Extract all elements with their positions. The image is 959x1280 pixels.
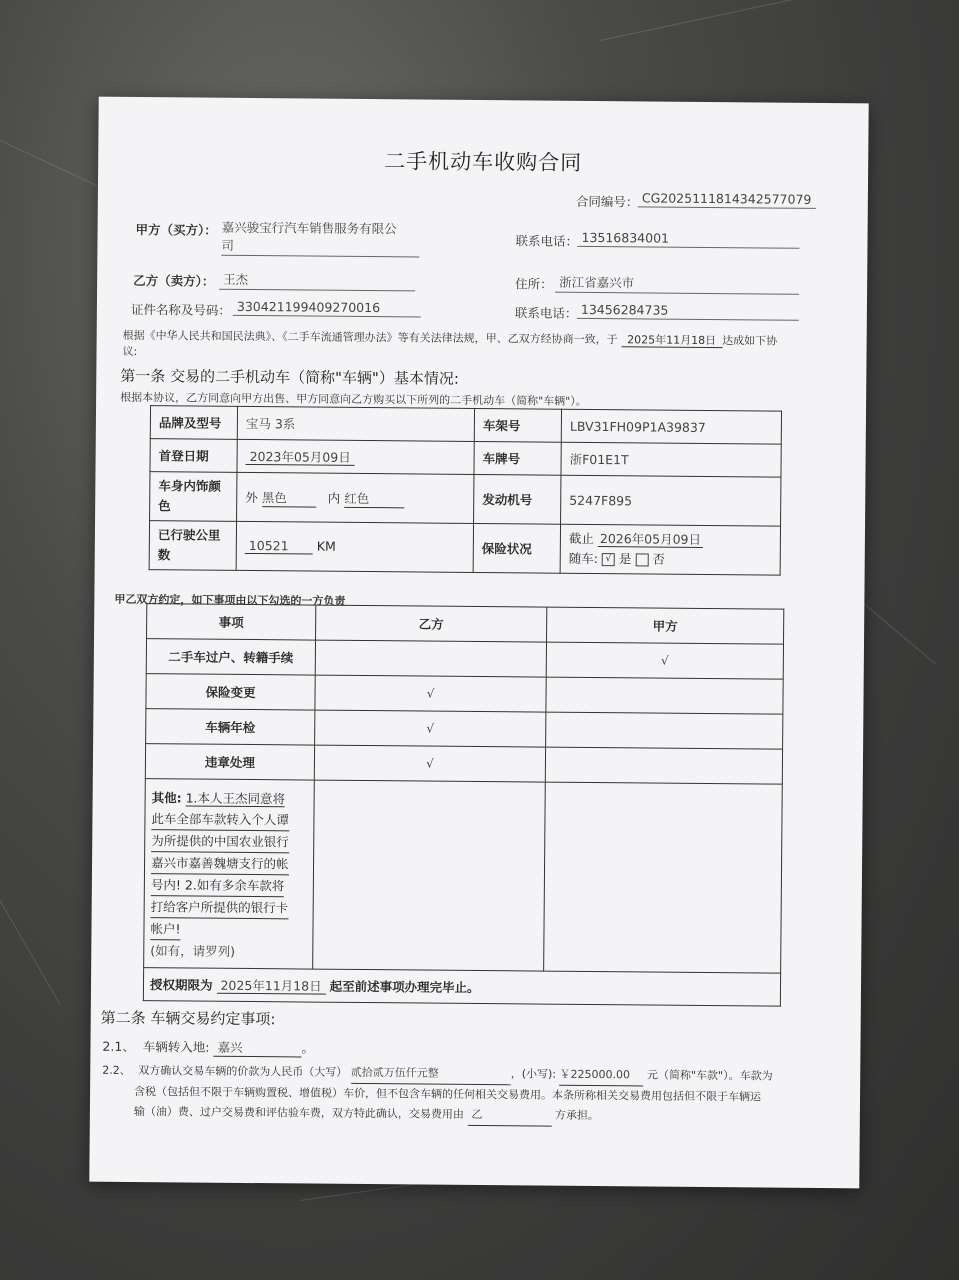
- other-text-line: 帐户!: [150, 918, 180, 940]
- engine-label: 发动机号: [474, 474, 561, 524]
- intro-tail: 达成如下协: [722, 334, 778, 348]
- fee-payer: 乙: [467, 1105, 551, 1127]
- matter-name: 二手车过户、转籍手续: [146, 639, 315, 675]
- intro-date: 2025年11月18日: [621, 333, 722, 348]
- other-text-line: 1.本人王杰同意将: [185, 790, 286, 807]
- table-row-auth: [143, 968, 780, 1007]
- table-row: [145, 744, 782, 785]
- table-row: [150, 472, 781, 527]
- table-row: [150, 439, 781, 478]
- matter-party-b: √: [314, 745, 545, 782]
- table-row: [146, 639, 783, 680]
- plate-value: 浙F01E1T: [561, 442, 781, 477]
- auth-date: 2025年11月18日: [216, 978, 325, 995]
- vin-label: 车架号: [474, 408, 561, 442]
- table-row: [146, 709, 783, 750]
- marble-vein: [600, 0, 952, 41]
- reg-date-label: 首登日期: [150, 439, 237, 473]
- party-a-name-line1: 嘉兴骏宝行汽车销售服务有限公: [221, 219, 397, 237]
- inner-label: 内: [327, 490, 341, 506]
- matter-party-b: [315, 640, 546, 677]
- agreement-intro: 甲乙双方约定，如下事项由以下勾选的一方负责: [114, 592, 346, 608]
- table-row: [146, 674, 783, 715]
- responsibility-table: [143, 603, 784, 1007]
- id-number: 330421199409270016: [233, 299, 421, 318]
- header-matter: 事项: [147, 604, 316, 640]
- other-party-b: [313, 780, 546, 971]
- matter-party-b: √: [315, 675, 546, 712]
- article1-intro: 根据本协议，乙方同意向甲方出售、甲方同意向乙方购买以下所列的二手机动车（简称"车辆"）。: [120, 390, 587, 408]
- party-a-label: 甲方（买方）：: [135, 221, 217, 238]
- address: 浙江省嘉兴市: [555, 273, 799, 295]
- party-b-label: 乙方（卖方）：: [133, 272, 215, 289]
- color-label: [150, 472, 237, 522]
- clause-2-2-tail1: 元（简称"车款"）。车款为: [646, 1068, 773, 1083]
- matter-party-a: [546, 677, 783, 714]
- insurance-until-label: 截止: [568, 530, 594, 546]
- table-row: [150, 406, 781, 445]
- clause-2-1: 2.1、 车辆转入地: 嘉兴 。: [102, 1038, 315, 1056]
- other-text-line: 此车全部车款转入个人谭: [151, 808, 289, 831]
- other-text-line: 为所提供的中国农业银行: [151, 830, 289, 853]
- intro-body: 根据《中华人民共和国民法典》、《二手车流通管理办法》等有关法律法规，甲、乙双方经协商一致，于: [122, 328, 618, 347]
- party-b-phone: 13456284735: [577, 302, 799, 321]
- auth-tail: 起至前述事项办理完毕止。: [329, 978, 480, 996]
- marble-vein: [0, 900, 60, 1004]
- clause-2-2-line3a: 输（油）费、过户交易费和评估验车费，双方特此确认，交易费用由: [133, 1105, 464, 1121]
- insurance-cell: [560, 524, 780, 575]
- outer-label: 外: [245, 489, 258, 505]
- price-amount: ￥225000.00: [559, 1065, 643, 1087]
- party-b-name: 王杰: [219, 270, 415, 292]
- id-label: 证件名称及号码：: [130, 301, 231, 318]
- mileage-value: 10521: [245, 538, 313, 555]
- insurance-until: [569, 529, 772, 551]
- mileage-cell: [236, 521, 473, 572]
- header-party-a: 甲方: [547, 607, 784, 644]
- table-header-row: [147, 604, 784, 645]
- price-uppercase: 贰拾贰万伍仟元整: [351, 1063, 511, 1085]
- with-car-label: 随车:: [568, 550, 599, 567]
- no-checkbox[interactable]: [635, 553, 648, 566]
- outer-color: 黑色: [262, 488, 316, 507]
- party-a-phone-label: 联系电话：: [515, 233, 579, 249]
- table-row-other: [144, 779, 783, 974]
- matter-party-a: [545, 747, 782, 784]
- header-party-b: 乙方: [316, 605, 547, 642]
- mileage-label: [149, 521, 236, 571]
- clause-2-1-no: 2.1、: [102, 1038, 135, 1055]
- brand-value: 宝马 3系: [237, 406, 474, 441]
- clause-2-2-line2: 含税（包括但不限于车辆购置税、增值税）车价，但不包含车辆的任何相关交易费用。本条所称相关交易费用包括但不限于车辆运: [134, 1085, 762, 1104]
- vin-value: LBV31FH09P1A39837: [561, 409, 781, 444]
- yes-label: 是: [618, 551, 632, 567]
- no-label: 否: [652, 551, 665, 567]
- matter-party-a: √: [546, 642, 783, 679]
- marble-vein: [860, 600, 937, 665]
- inner-color: 红色: [344, 488, 404, 508]
- party-a-name: [221, 219, 419, 258]
- clause-2-2-line3b: 方承担。: [554, 1108, 599, 1123]
- party-b-phone-label: 联系电话：: [514, 305, 578, 321]
- clause-2-1-value: 嘉兴: [213, 1038, 301, 1058]
- matter-party-a: [546, 712, 783, 749]
- with-car-row: [569, 549, 772, 571]
- address-label: 住所：: [515, 276, 553, 292]
- clause-2-2-text1: 双方确认交易车辆的价款为人民币（大写）: [138, 1064, 348, 1079]
- clause-2-2: [102, 1061, 773, 1129]
- party-a-phone: 13516834001: [577, 230, 799, 249]
- other-text-line: 打给客户所提供的银行卡: [151, 896, 289, 919]
- other-label: 其他:: [151, 790, 182, 806]
- plate-label: 车牌号: [474, 441, 561, 475]
- mileage-unit: KM: [316, 538, 336, 554]
- intro-text: [123, 327, 778, 349]
- contract-no-label: 合同编号：: [575, 193, 639, 210]
- matter-name: 保险变更: [146, 674, 315, 710]
- reg-date-value: 2023年05月09日: [246, 449, 355, 466]
- other-matters-cell: [144, 779, 315, 969]
- matter-name: 车辆年检: [146, 709, 315, 745]
- article2-title: 第二条 车辆交易约定事项:: [100, 1008, 276, 1029]
- contract-paper: [89, 97, 868, 1189]
- clause-2-2-no: 2.2、: [102, 1063, 131, 1077]
- mileage-label-line1: 已行驶公里: [157, 527, 221, 543]
- brand-label: 品牌及型号: [150, 406, 237, 440]
- mileage-label-line2: 数: [157, 547, 171, 563]
- clause-2-1-label: 车辆转入地:: [142, 1039, 210, 1055]
- table-row: [149, 521, 780, 576]
- yes-checkbox[interactable]: √: [602, 553, 615, 566]
- other-line: [152, 787, 308, 809]
- document-title: 二手机动车收购合同: [384, 149, 583, 175]
- price-small-label: ，(小写):: [510, 1067, 557, 1081]
- other-text-line: 号内! 2.如有多余车款将: [151, 874, 285, 897]
- insurance-label: 保险状况: [473, 523, 560, 573]
- other-party-a: [544, 782, 783, 973]
- other-hint: (如有，请罗列): [150, 943, 236, 959]
- authorization-cell: [143, 968, 780, 1007]
- color-cell: [237, 472, 474, 523]
- other-text-line: 嘉兴市嘉善魏塘支行的帐: [151, 852, 289, 875]
- article1-title: 第一条 交易的二手机动车（简称"车辆"）基本情况:: [120, 366, 460, 388]
- party-a-name-line2: 司: [221, 237, 235, 253]
- matter-name: 违章处理: [145, 744, 314, 780]
- reg-date-cell: [237, 439, 474, 474]
- color-label-line2: 色: [158, 498, 171, 514]
- intro-line2: 议:: [122, 344, 138, 359]
- engine-value: 5247F895: [561, 475, 781, 526]
- matter-party-b: √: [315, 710, 546, 747]
- auth-label: 授权期限为: [149, 977, 213, 993]
- contract-no: CG2025111814342577079: [638, 190, 816, 209]
- color-label-line1: 车身内饰颜: [158, 478, 221, 494]
- insurance-until-date: 2026年05月09日: [598, 531, 703, 548]
- vehicle-info-table: [149, 405, 782, 576]
